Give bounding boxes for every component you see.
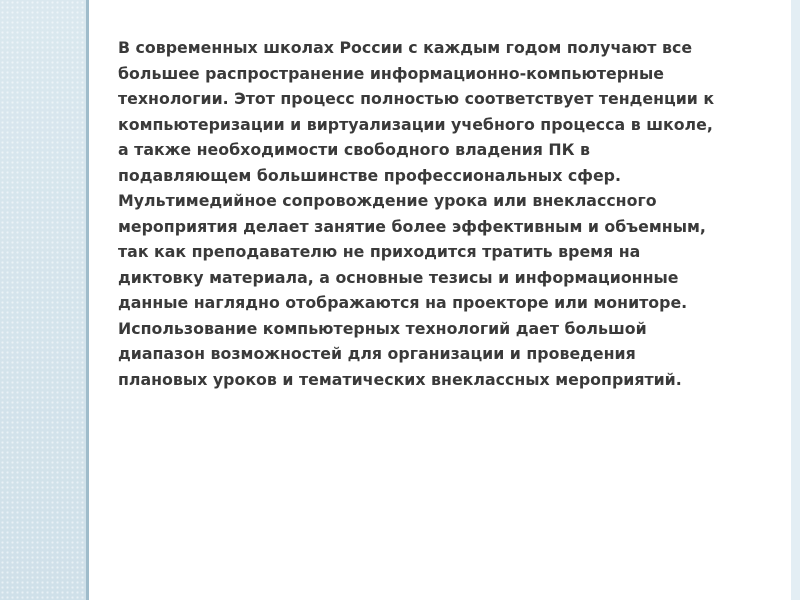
- paragraph-computer-technologies: Использование компьютерных технологий дает большой диапазон возможностей для организации и проведения плановых уроков и тематических внеклассных мероприятий.: [118, 318, 682, 389]
- slide-text-block: [118, 35, 728, 392]
- paragraph-ict-in-schools: В современных школах России с каждым годом получают все большее распространение информационно-компьютерные технологии. Этот процесс полностью соответствует тенденции к компьютеризации и виртуализации учебного процесса в школе, а также необходимости свободного владения ПК в подавляющем большинстве профессиональных сфер.: [118, 38, 715, 185]
- side-band-edge-line: [86, 0, 89, 600]
- decorative-side-band: [0, 0, 86, 600]
- paragraph-multimedia-lessons: Мультимедийное сопровождение урока или внеклассного мероприятия делает занятие более эффективным и объемным, так как преподавателю не приходится тратить время на диктовку материала, а основные тезисы и информационные данные наглядно отображаются на проекторе или мониторе.: [118, 191, 706, 312]
- right-edge-band: [791, 0, 800, 600]
